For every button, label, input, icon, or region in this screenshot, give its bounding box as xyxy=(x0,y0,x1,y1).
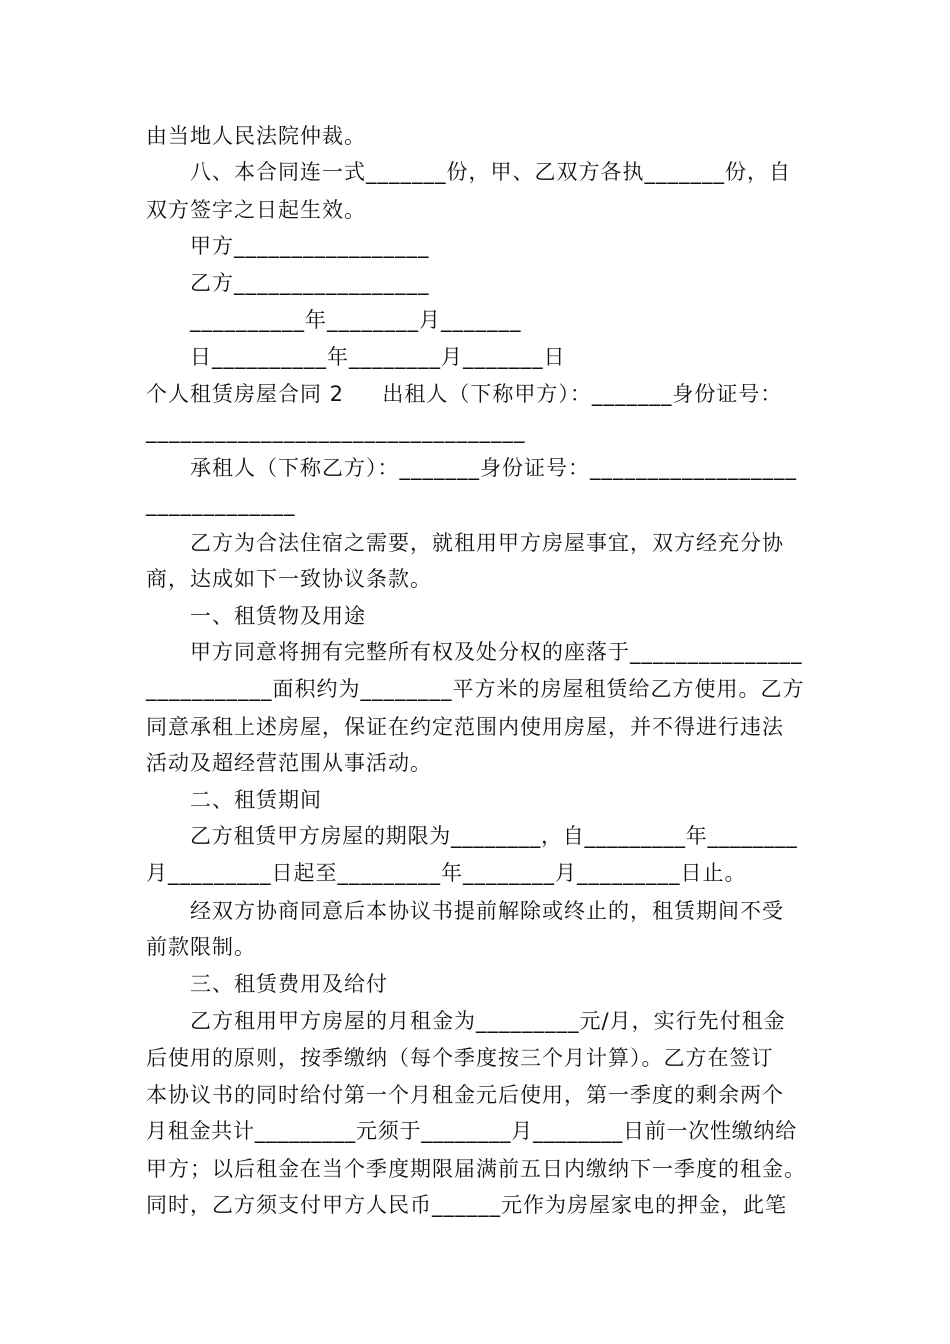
text-line: 本协议书的同时给付第一个月租金元后使用，第一季度的剩余两个 xyxy=(146,1083,784,1107)
text-line: 前款限制。 xyxy=(146,935,256,959)
text-line: 乙方租用甲方房屋的月租金为_________元/月，实行先付租金 xyxy=(190,1009,786,1033)
text-line: 月租金共计_________元须于________月________日前一次性缴纳给 xyxy=(146,1119,797,1143)
text-line: 甲方；以后租金在当个季度期限届满前五日内缴纳下一季度的租金。 xyxy=(146,1157,806,1181)
text-line: 商，达成如下一致协议条款。 xyxy=(146,567,432,591)
signature-party-b: 乙方_________________ xyxy=(190,271,430,295)
text-line: _________________________________ xyxy=(146,419,526,443)
text-line: 活动及超经营范围从事活动。 xyxy=(146,751,432,775)
text-line: 同时，乙方须支付甲方人民币______元作为房屋家电的押金，此笔 xyxy=(146,1193,787,1217)
text-line: 后使用的原则，按季缴纳（每个季度按三个月计算）。乙方在签订 xyxy=(146,1046,774,1070)
text-line: 经双方协商同意后本协议书提前解除或终止的，租赁期间不受 xyxy=(190,899,784,923)
text-line: 双方签字之日起生效。 xyxy=(146,198,366,222)
section-heading: 二、租赁期间 xyxy=(190,788,322,812)
signature-party-a: 甲方_________________ xyxy=(190,234,430,258)
text-line: 八、本合同连一式_______份，甲、乙双方各执_______份，自 xyxy=(190,160,791,184)
text-line: 由当地人民法院仲裁。 xyxy=(146,124,366,148)
text-line: 乙方租赁甲方房屋的期限为________，自_________年________ xyxy=(190,824,798,848)
text-line: 月_________日起至_________年________月_________日止。 xyxy=(146,861,747,885)
section-heading: 一、租赁物及用途 xyxy=(190,604,366,628)
date-line: __________年________月_______ xyxy=(190,308,522,332)
date-line: 日__________年________月_______日 xyxy=(190,345,566,369)
text-line: 乙方为合法住宿之需要，就租用甲方房屋事宜，双方经充分协 xyxy=(190,531,784,555)
text-line: 承租人（下称乙方）：_______身份证号：__________________ xyxy=(190,456,797,480)
text-line: 同意承租上述房屋，保证在约定范围内使用房屋，并不得进行违法 xyxy=(146,715,784,739)
text-line: ___________面积约为________平方米的房屋租赁给乙方使用。乙方 xyxy=(146,677,805,701)
contract-title-line: 个人租赁房屋合同 2 出租人（下称甲方）：_______身份证号： xyxy=(146,382,783,406)
text-line: _____________ xyxy=(146,492,296,516)
section-heading: 三、租赁费用及给付 xyxy=(190,972,388,996)
text-line: 甲方同意将拥有完整所有权及处分权的座落于_______________ xyxy=(190,640,803,664)
